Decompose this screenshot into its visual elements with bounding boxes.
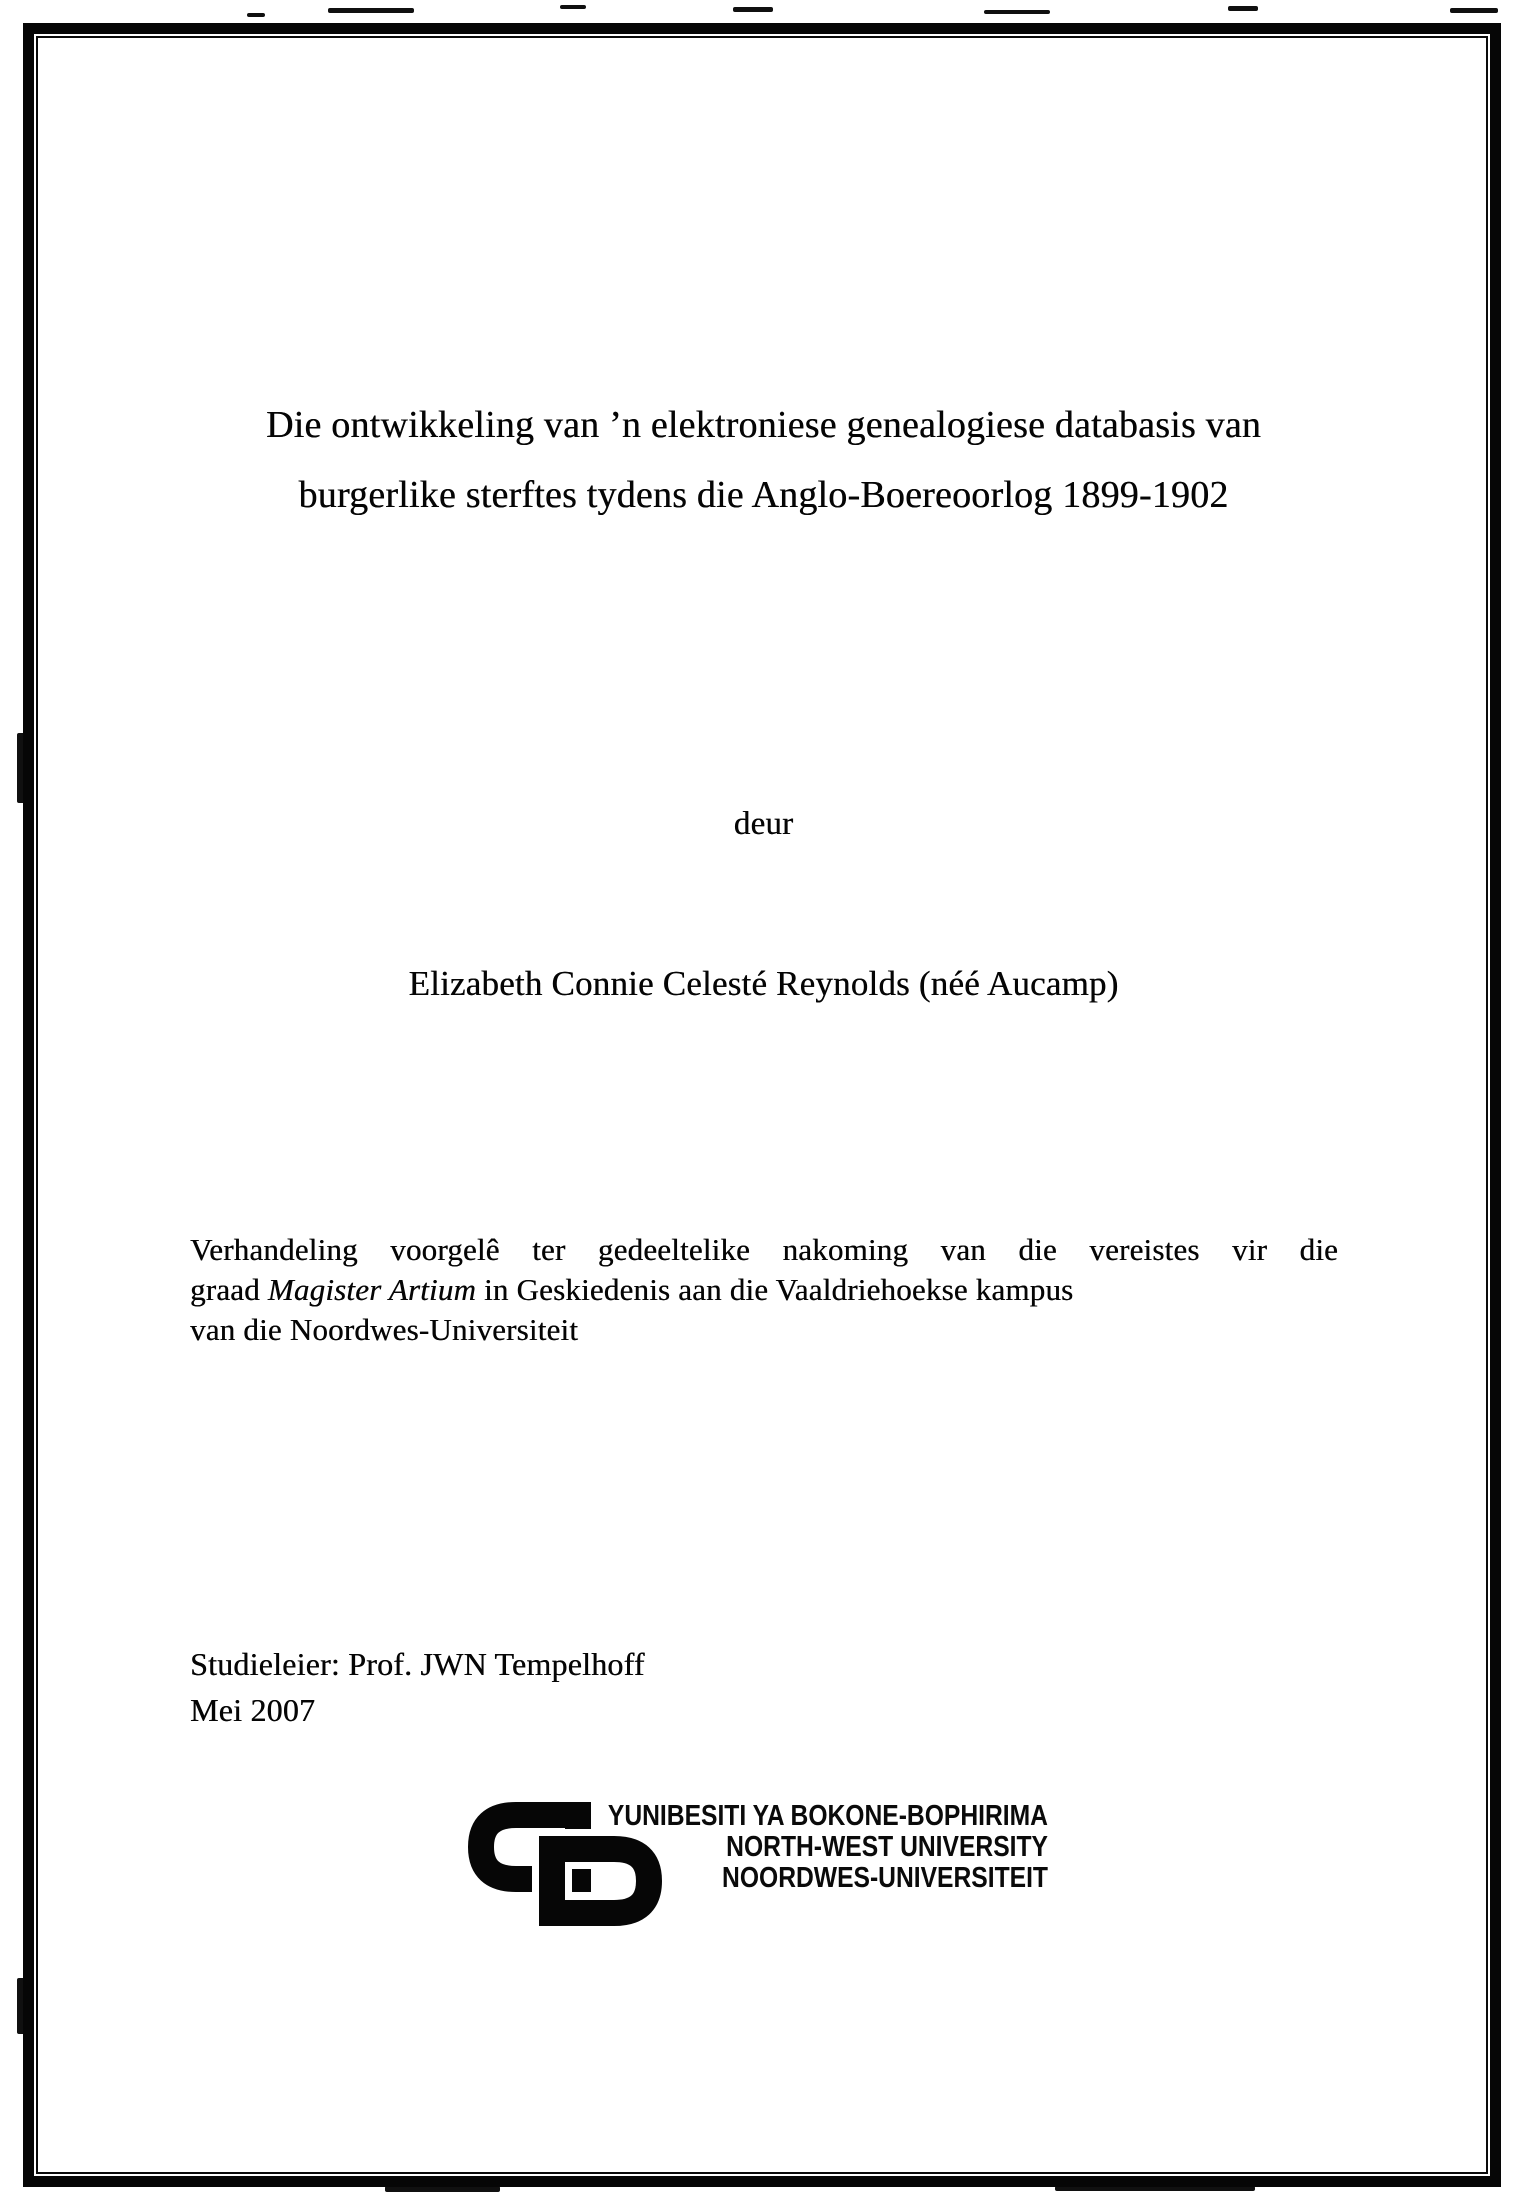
- university-name-english: NORTH-WEST UNIVERSITY: [726, 1831, 1048, 1863]
- author-name: Elizabeth Connie Celesté Reynolds (néé Aucamp): [408, 964, 1119, 1003]
- scan-noise-speck: [328, 8, 414, 13]
- degree-statement-line2: [190, 1270, 1338, 1310]
- scan-noise-speck: [984, 10, 1050, 14]
- degree-statement-line2-suffix: in Geskiedenis aan die Vaaldriehoekse kampus: [476, 1272, 1074, 1307]
- scan-noise-speck: [1228, 6, 1258, 11]
- university-name-setswana: YUNIBESITI YA BOKONE-BOPHIRIMA: [607, 1800, 1048, 1832]
- supervisor-line: Studieleier: Prof. JWN Tempelhoff: [190, 1646, 645, 1682]
- degree-statement: [190, 1230, 1338, 1350]
- thesis-title-line2: burgerlike sterftes tydens die Anglo-Boereoorlog 1899-1902: [298, 474, 1229, 516]
- degree-name-magister-artium: Magister Artium: [267, 1272, 477, 1307]
- scan-noise-speck: [1450, 8, 1498, 13]
- degree-statement-line2-prefix: graad: [190, 1272, 268, 1307]
- university-logo-text: [572, 1801, 1048, 1894]
- degree-statement-line3: van die Noordwes-Universiteit: [190, 1312, 579, 1347]
- degree-statement-line1: Verhandeling voorgelê ter gedeeltelike nakoming van die vereistes vir die: [190, 1232, 1338, 1267]
- scan-noise-speck: [733, 7, 773, 12]
- byline-deur: deur: [733, 806, 794, 842]
- university-name-afrikaans: NOORDWES-UNIVERSITEIT: [722, 1862, 1048, 1894]
- scan-noise-speck: [560, 5, 586, 9]
- thesis-title-line1: Die ontwikkeling van ’n elektroniese genealogiese databasis van: [266, 404, 1261, 446]
- date-line: Mei 2007: [190, 1692, 316, 1728]
- scan-noise-speck: [247, 13, 265, 17]
